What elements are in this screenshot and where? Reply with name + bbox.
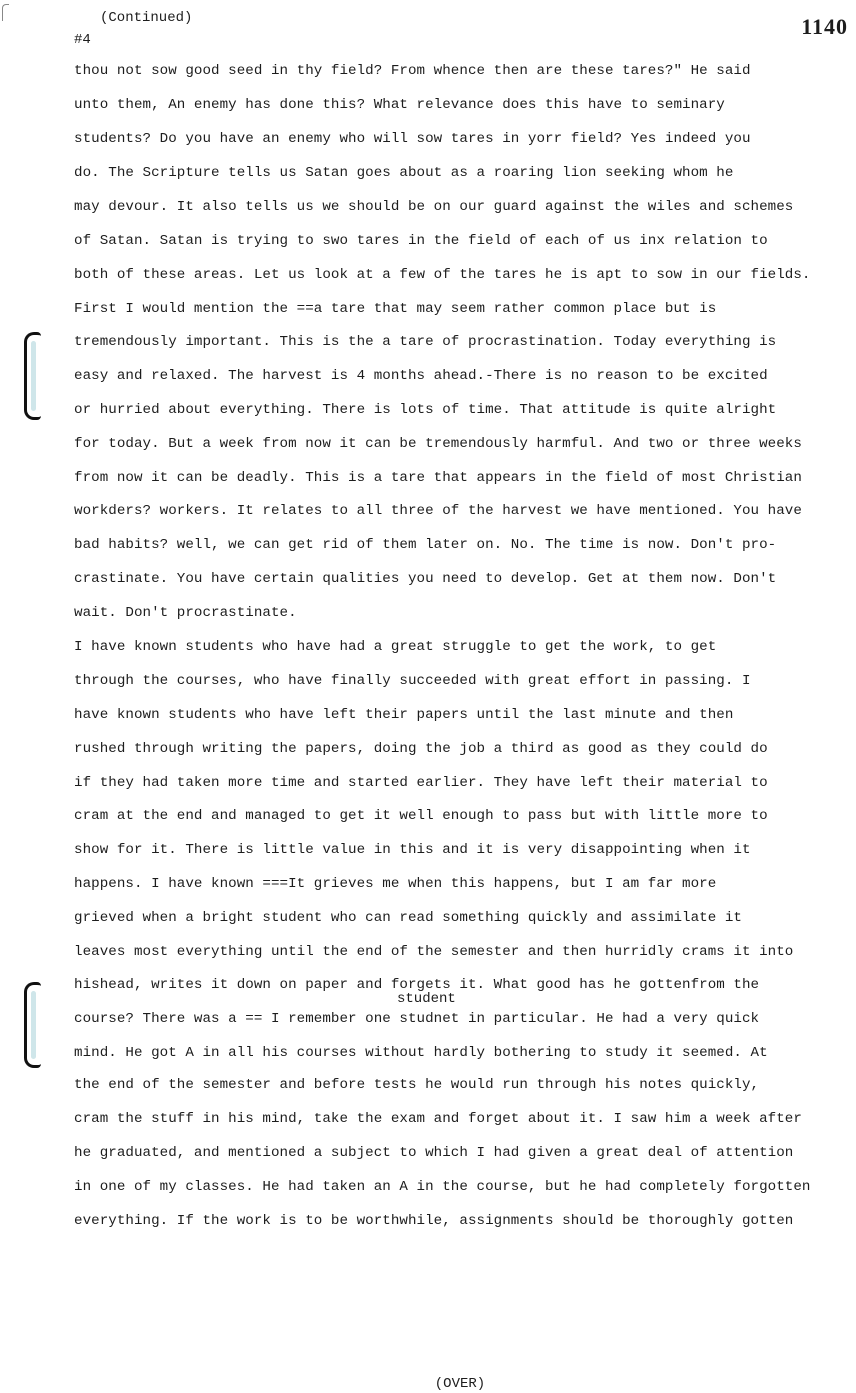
text-line: in one of my classes. He had taken an A in the course, but he had completely forgotten: [74, 1179, 811, 1195]
text-line: bad habits? well, we can get rid of them later on. No. The time is now. Don't pro-: [74, 537, 777, 553]
text-line: thou not sow good seed in thy field? From whence then are these tares?" He said: [74, 63, 751, 79]
text-line: he graduated, and mentioned a subject to which I had given a great deal of attention: [74, 1145, 794, 1161]
text-line: I have known students who have had a great struggle to get the work, to get: [74, 639, 717, 655]
text-line: through the courses, who have finally succeeded with great effort in passing. I: [74, 673, 751, 689]
page-corner-fold: [2, 4, 9, 21]
text-line: crastinate. You have certain qualities you need to develop. Get at them now. Don't: [74, 571, 777, 587]
text-line: course? There was a == I remember one studnet in particular. He had a very quick: [74, 1011, 760, 1027]
over-footer: (OVER): [434, 1376, 486, 1392]
text-line: students? Do you have an enemy who will sow tares in yorr field? Yes indeed you: [74, 131, 751, 147]
page-number: 1140: [801, 14, 848, 39]
binder-clip-icon: [24, 982, 41, 1068]
text-line: leaves most everything until the end of the semester and then hurridly crams it into: [74, 944, 794, 960]
text-line: show for it. There is little value in this and it is very disappointing when it: [74, 842, 751, 858]
text-line: the end of the semester and before tests he would run through his notes quickly,: [74, 1077, 760, 1093]
text-line: everything. If the work is to be worthwhile, assignments should be thoroughly gotten: [74, 1213, 794, 1229]
text-line: for today. But a week from now it can be tremendously harmful. And two or three weeks: [74, 436, 802, 452]
text-line: happens. I have known ===It grieves me when this happens, but I am far more: [74, 876, 717, 892]
text-line: tremendously important. This is the a tare of procrastination. Today everything is: [74, 334, 777, 350]
text-line: if they had taken more time and started earlier. They have left their material to: [74, 775, 768, 791]
section-number: #4: [74, 32, 91, 48]
text-line: grieved when a bright student who can read something quickly and assimilate it: [74, 910, 742, 926]
text-line: easy and relaxed. The harvest is 4 months ahead.-There is no reason to be excited: [74, 368, 768, 384]
text-line: have known students who have left their papers until the last minute and then: [74, 707, 734, 723]
text-line: may devour. It also tells us we should be on our guard against the wiles and schemes: [74, 199, 794, 215]
text-line: hishead, writes it down on paper and forgets it. What good has he gottenfrom the: [74, 977, 760, 993]
text-line: both of these areas. Let us look at a few of the tares he is apt to sow in our fields.: [74, 267, 811, 283]
binder-clip-icon: [24, 332, 41, 420]
text-line: workders? workers. It relates to all three of the harvest we have mentioned. You have: [74, 503, 802, 519]
text-line: wait. Don't procrastinate.: [74, 605, 297, 621]
text-line: rushed through writing the papers, doing the job a third as good as they could do: [74, 741, 768, 757]
text-line: from now it can be deadly. This is a tare that appears in the field of most Christian: [74, 470, 802, 486]
continued-label: (Continued): [100, 10, 193, 26]
text-line: cram the stuff in his mind, take the exam and forget about it. I saw him a week after: [74, 1111, 802, 1127]
text-line: unto them, An enemy has done this? What relevance does this have to seminary: [74, 97, 725, 113]
text-line: do. The Scripture tells us Satan goes about as a roaring lion seeking whom he: [74, 165, 734, 181]
text-line: cram at the end and managed to get it well enough to pass but with little more to: [74, 808, 768, 824]
text-line: or hurried about everything. There is lots of time. That attitude is quite alright: [74, 402, 777, 418]
handwritten-insertion: student: [397, 991, 456, 1007]
text-line: First I would mention the ==a tare that may seem rather common place but is: [74, 301, 717, 317]
text-line: of Satan. Satan is trying to swo tares in the field of each of us inx relation to: [74, 233, 768, 249]
text-line: mind. He got A in all his courses without hardly bothering to study it seemed. At: [74, 1045, 768, 1061]
